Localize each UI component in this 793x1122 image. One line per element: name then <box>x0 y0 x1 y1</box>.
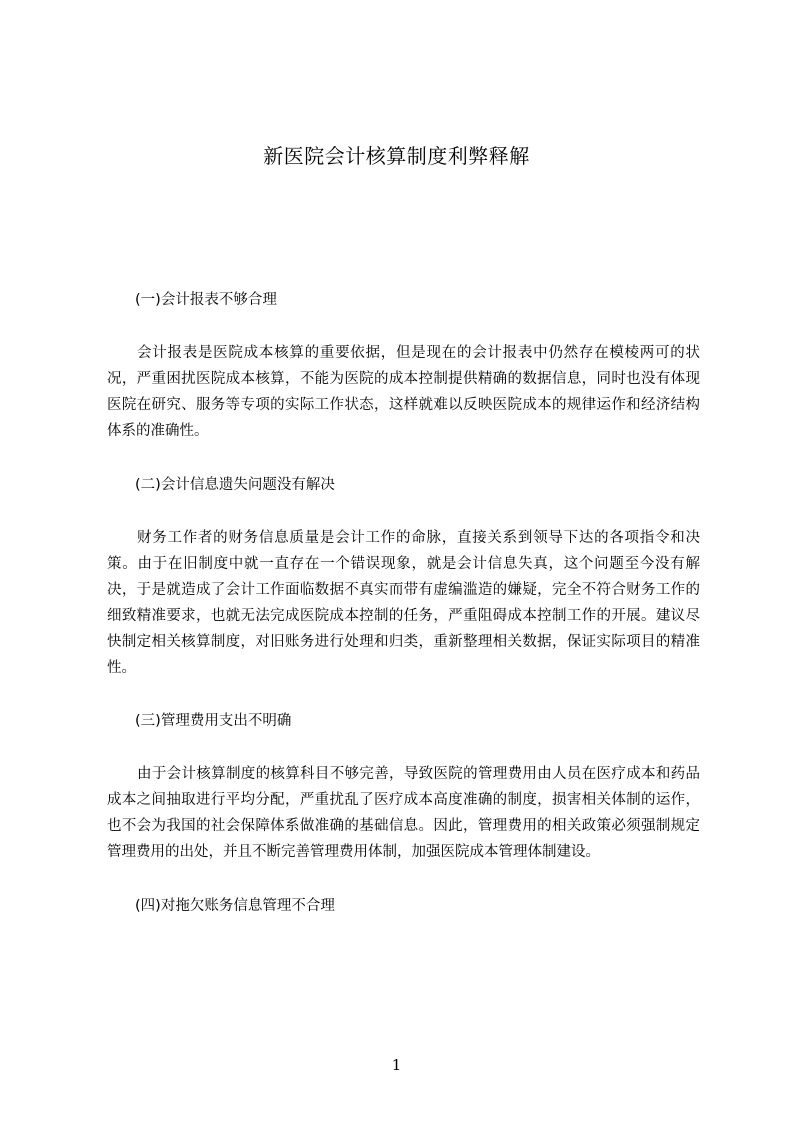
page-number: 1 <box>391 1056 402 1074</box>
document-body <box>107 287 700 919</box>
section-paragraph-2: 财务工作者的财务信息质量是会计工作的命脉，直接关系到领导下达的各项指令和决策。由于在旧制度中就一直存在一个错误现象，就是会计信息失真，这个问题至今没有解决，于是就造成了会计工作面临数据不真实而带有虚编滥造的嫌疑，完全不符合财务工作的细致精准要求，也就无法完成医院成本控制的任务，严重阻碍成本控制工作的开展。建议尽快制定相关核算制度，对旧账务进行处理和归类，重新整理相关数据，保证实际项目的精准性。 <box>107 530 700 676</box>
document-title: 新医院会计核算制度利弊释解 <box>263 144 530 168</box>
section-paragraph-1: 会计报表是医院成本核算的重要依据，但是现在的会计报表中仍然存在模棱两可的状况，严重困扰医院成本核算，不能为医院的成本控制提供精确的数据信息，同时也没有体现医院在研究、服务等专项的实际工作状态，这样就难以反映医院成本的规律运作和经济结构体系的准确性。 <box>107 345 700 439</box>
section-paragraph-3: 由于会计核算制度的核算科目不够完善，导致医院的管理费用由人员在医疗成本和药品成本之间抽取进行平均分配，严重扰乱了医疗成本高度准确的制度，损害相关体制的运作，也不会为我国的社会保障体系做准确的基础信息。因此，管理费用的相关政策必须强制规定管理费用的出处，并且不断完善管理费用体制，加强医院成本管理体制建设。 <box>107 766 700 860</box>
section-heading-1: (一)会计报表不够合理 <box>135 292 277 308</box>
section-heading-3: (三)管理费用支出不明确 <box>135 713 292 729</box>
section-heading-2: (二)会计信息遗失问题没有解决 <box>135 477 335 493</box>
section-heading-4: (四)对拖欠账务信息管理不合理 <box>135 898 335 914</box>
